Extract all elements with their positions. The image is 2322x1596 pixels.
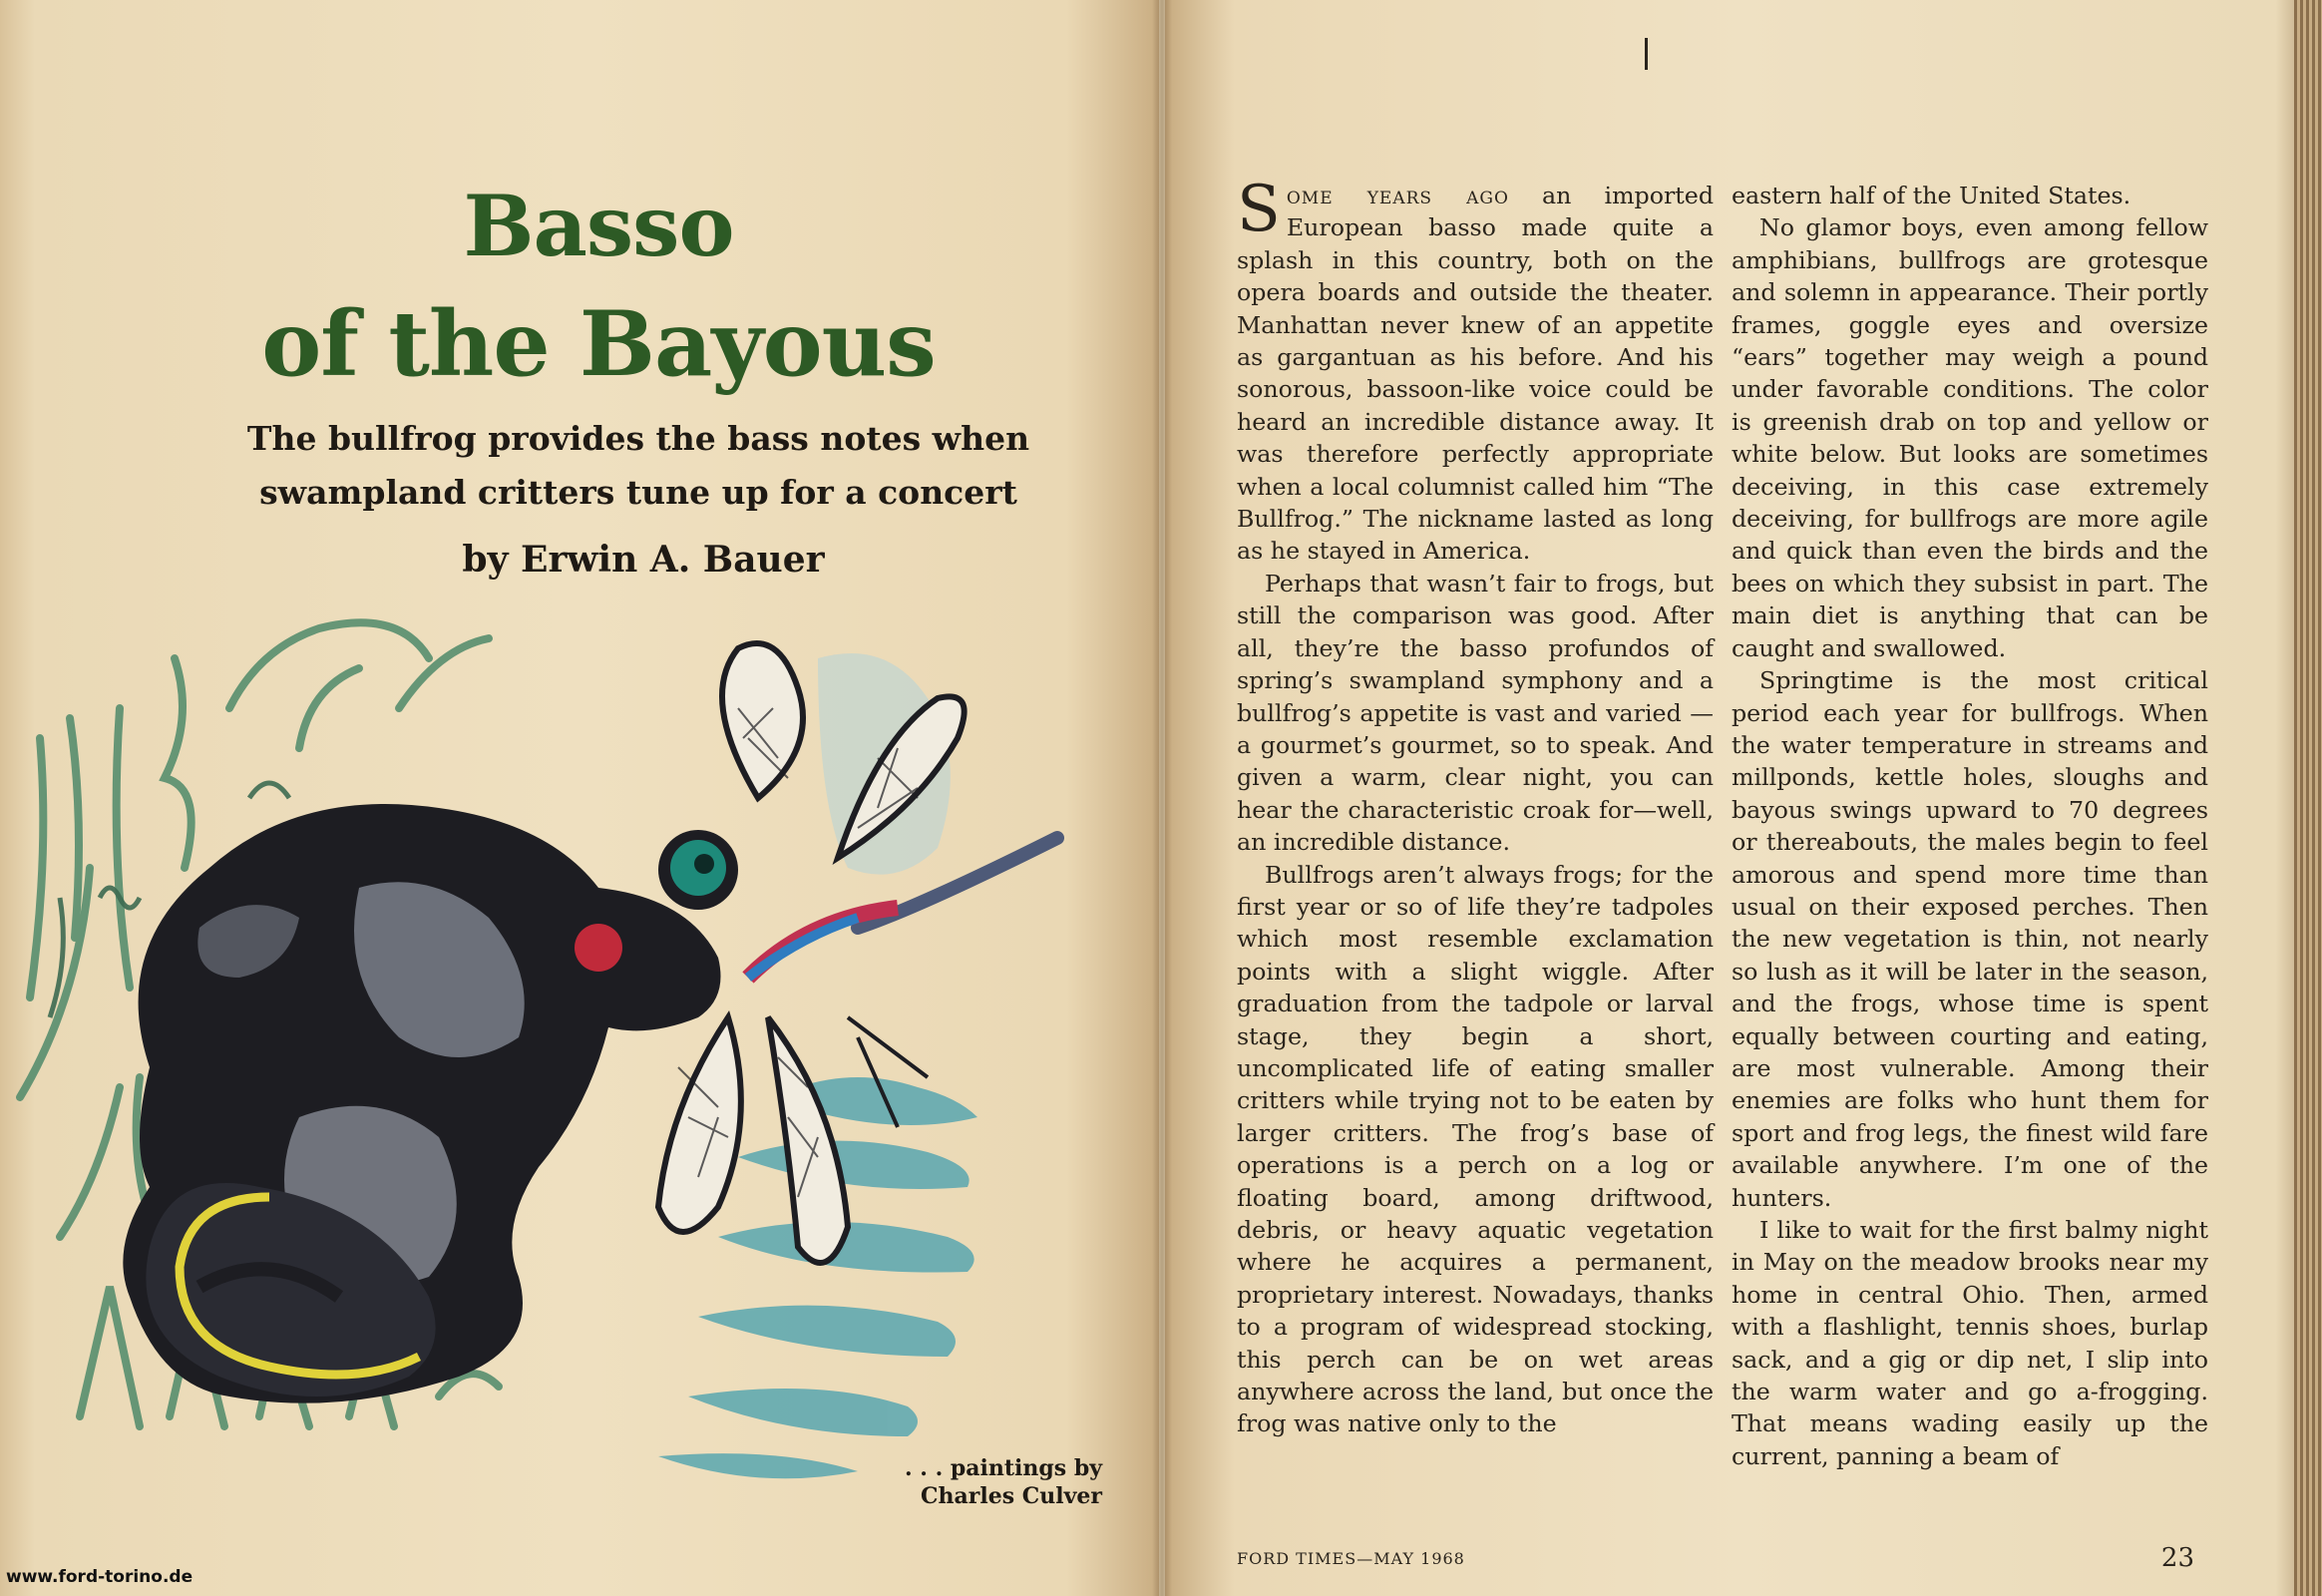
illustration-credit <box>838 1454 1102 1510</box>
credit-line1: . . . paintings by <box>904 1455 1102 1481</box>
body-column-2 <box>1732 180 2208 1472</box>
small-caps-lead: ome years ago <box>1286 182 1509 209</box>
bullfrog-painting-illustration <box>0 598 1157 1516</box>
bullfrog <box>123 804 738 1403</box>
page-number: 23 <box>2160 1543 2194 1573</box>
article-title-line2: of the Bayous <box>261 291 936 397</box>
paragraph: Bullfrogs aren’t always frogs; for the first year or so of life they’re tadpoles which most resemble exclamation points with a slight wiggle. After graduation from the tadpole or larval stage, they begin a short, uncomplicated life of eating smaller critters while trying not to be eaten by larger critters. The frog’s base of operations is a perch on a log or floating board, among driftwood, debris, or heavy aquatic vegetation where he acquires a permanent, proprietary interest. Nowadays, thanks to a program of widespread stocking, this perch can be on wet areas anywhere across the land, but once the frog was native only to the <box>1237 860 1714 1438</box>
paragraph: I like to wait for the first balmy night in May on the meadow brooks near my home in central Ohio. Then, armed with a flashlight, tennis shoes, burlap sack, and a gig or dip net, I slip into the warm water and go a-frogging. That means wading easily up the current, panning a beam of <box>1732 1216 2208 1470</box>
magazine-footer: FORD TIMES—MAY 1968 <box>1237 1549 1465 1568</box>
paragraph <box>1237 173 1714 568</box>
paragraph: Springtime is the most critical period each year for bullfrogs. When the water temperature in streams and millponds, kettle holes, sloughs and bayous swings upward to 70 degrees or thereabouts, the males begin to feel amorous and spend more time than usual on their exposed perches. Then the new vegetation is thin, not nearly so lush as it will be later in the season, and the frogs, whose time is spent equally between courting and eating, are most vulnerable. Among their enemies are folks who hunt them for sport and frog legs, the finest wild fare available anywhere. I’m one of the hunters. <box>1732 666 2208 1212</box>
article-subtitle-line1: The bullfrog provides the bass notes when <box>246 419 1030 458</box>
body-column-1 <box>1237 173 1714 1440</box>
paragraph: eastern half of the United States. <box>1732 182 2131 209</box>
credit-line2: Charles Culver <box>921 1483 1102 1509</box>
paragraph: No glamor boys, even among fellow amphibians, bullfrogs are grotesque and solemn in appearance. Their portly frames, goggle eyes and oversize “ears” together may weigh a pound under favorable conditions. The color is greenish drab on top and yellow or white below. But looks are sometimes deceiving, in this case extremely deceiving, for bullfrogs are more agile and quick than even the birds and the bees on which they subsist in part. The main diet is anything that can be caught and swallowed. <box>1732 213 2208 662</box>
article-title-line1: Basso <box>463 177 734 275</box>
paragraph-text: an imported European basso made quite a splash in this country, both on the opera boards and outside the theater. Manhattan never knew of an appetite as gargantuan as his before. And his sonorous, bassoon-like voice could be heard an incredible distance away. It was therefore perfectly appropriate when a local columnist called him “The Bullfrog.” The nickname lasted as long as he stayed in America. <box>1237 182 1714 566</box>
byline: by Erwin A. Bauer <box>462 539 825 581</box>
drop-cap: S <box>1237 173 1281 246</box>
page-edges <box>2294 0 2322 1596</box>
article-subtitle-line2: swampland critters tune up for a concert <box>259 473 1017 512</box>
page-mark <box>1645 38 1648 70</box>
watermark: www.ford-torino.de <box>6 1567 194 1587</box>
paragraph: Perhaps that wasn’t fair to frogs, but still the comparison was good. After all, they’re the basso profundos of spring’s swampland symphony and a bullfrog’s appetite is vast and varied — a gourmet’s gourmet, so to speak. And given a warm, clear night, you can hear the characteristic croak for—well, an incredible distance. <box>1237 569 1714 857</box>
